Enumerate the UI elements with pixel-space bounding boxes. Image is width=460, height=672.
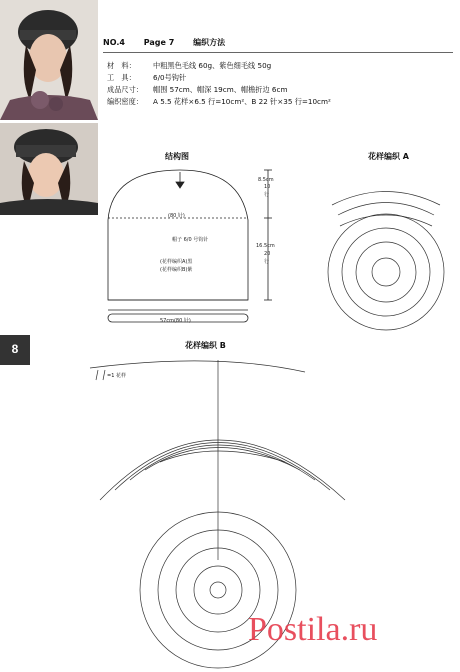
pattern-a-chart (328, 192, 444, 331)
gauge-value: A 5.5 花样×6.5 行=10cm²、B 22 针×35 行=10cm² (153, 97, 331, 106)
circumference: 57cm(80 针) (160, 318, 191, 324)
section-title: 编织方法 (193, 38, 226, 47)
body-depth: 16.5cm (256, 243, 275, 249)
pattern-b-note: (花样编织B)紫 (160, 267, 193, 273)
pattern-b-title: 花样编织 B (185, 341, 226, 350)
size-value: 帽围 57cm、帽深 19cm、帽檐折边 6cm (153, 85, 288, 94)
materials-label: 材 料： (107, 61, 136, 70)
top-rows: 10 (264, 184, 271, 190)
pattern-a-title: 花样编织 A (368, 152, 409, 161)
pattern-legend: =1 花样 (107, 373, 126, 379)
body-unit: 行 (264, 259, 270, 265)
page-side-tab: 8 (0, 335, 30, 363)
structure-title: 结构图 (165, 152, 189, 161)
watermark-logo (248, 611, 377, 648)
pattern-number: NO.4 (103, 38, 125, 47)
pattern-a-note: (花样编织A)黑 (160, 259, 193, 265)
svg-text:Postila.ru: Postila.ru (248, 611, 378, 648)
tools-label: 工 具： (107, 73, 136, 82)
hat-label: 帽子 6/0 号钩针 (172, 237, 209, 243)
page-ref: Page 7 (143, 38, 175, 47)
top-depth: 8.5cm (258, 177, 274, 183)
stitch-count: (80 针) (168, 213, 185, 219)
top-unit: 行 (264, 192, 270, 198)
tools-value: 6/0号钩针 (153, 73, 187, 82)
materials-value: 中粗黑色毛线 60g、紫色细毛线 50g (153, 61, 272, 70)
size-label: 成品尺寸： (107, 85, 143, 94)
body-rows: 20 (264, 251, 271, 257)
gauge-label: 编织密度： (107, 97, 143, 106)
